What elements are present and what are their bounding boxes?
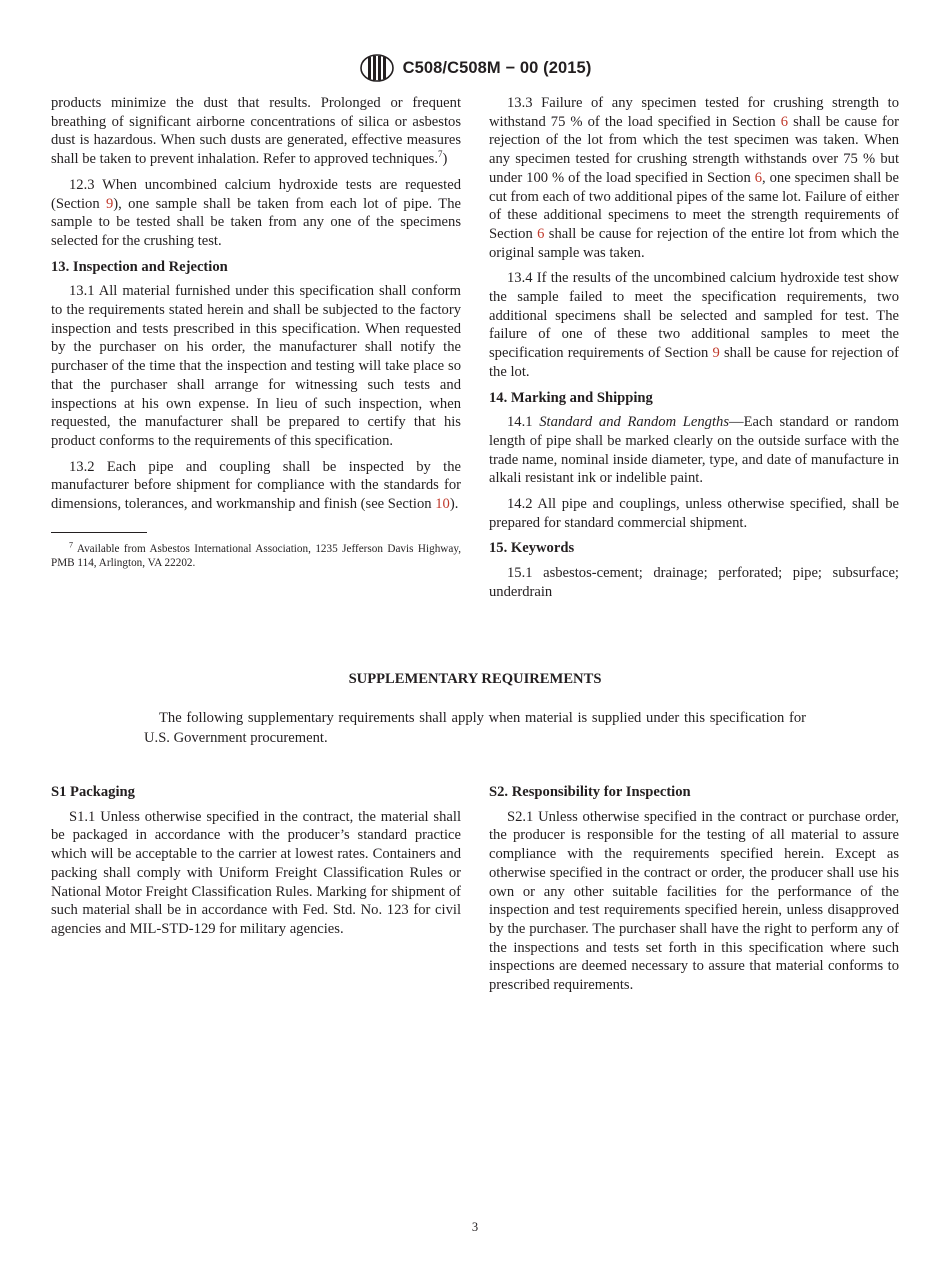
footnote-7: $^7$ Available from Asbestos International Association, 1235 Jefferson Davis Highway, PMB 114, Arlington, VA 22202. (51, 540, 461, 570)
section-link[interactable]: 9 (712, 345, 720, 362)
paragraph-14-1: 14.1 Standard and Random Lengths—Each standard or random length of pipe shall be marked clearly on the outside surface with the trade name, nominal inside diameter, type, and date of manufacture in alkali resistant ink or indelible paint. (489, 414, 900, 487)
paragraph-s1-1: S1.1 Unless otherwise specified in the contract, the material shall be packaged in accordance with the producer’s standard practice which will be acceptable to the carrier at lowest rates. Containers and packing shall comply with Uniform Freight Classification Rules or National Motor Freight Classification Rules. Marking for shipment of such material shall be in accordance with Fed. Std. No. 123 for civil agencies and MIL-STD-129 for military agencies. (51, 808, 461, 937)
footnote-reference[interactable]: 7 (438, 149, 443, 160)
document-designation: C508/C508M − 00 (2015) (402, 58, 592, 77)
supplementary-right-column (489, 783, 899, 1002)
supplementary-title: SUPPLEMENTARY REQUIREMENTS (348, 671, 602, 687)
s1-heading: S1 Packaging (51, 784, 135, 800)
paragraph-s2-1: S2.1 Unless otherwise specified in the contract or purchase order, the producer is responsible for the testing of all material to assure compliance with the requirements specified herein. Except as otherwise specified in the contract or order, the producer shall use his own or any other suitable facilities for the performance of the inspection and test requirements specified herein, unless disapproved by the purchaser. The purchaser shall have the right to perform any of the inspections and tests set forth in this specification where such inspections are deemed necessary to assure that material conforms to prescribed requirements. (489, 808, 899, 994)
left-column (51, 94, 461, 578)
paragraph-13-2: 13.2 Each pipe and coupling shall be inspected by the manufacturer before shipment for compliance with the standards for dimensions, tolerances, and workmanship and finish (see Section 10). (51, 458, 461, 513)
paragraph-13-4: 13.4 If the results of the uncombined calcium hydroxide test show the sample failed to meet the specification requirements, two additional specimens shall be selected and sampled for test. The failure of one of these two additional samples to meet the specification requirements of Section 9 shall be cause for rejection of the lot. (489, 270, 900, 380)
page-header (0, 52, 950, 84)
paragraph-15-1: 15.1 asbestos-cement; drainage; perforated; pipe; subsurface; underdrain (489, 565, 899, 600)
section-13-heading: 13. Inspection and Rejection (51, 258, 228, 275)
right-column (489, 94, 899, 609)
section-link[interactable]: 6 (754, 169, 763, 186)
paragraph-13-3: 13.3 Failure of any specimen tested for crushing strength to withstand 75 % of the load specified in Section 6 shall be cause for rejection of the lot from which the test specimen was taken. When any specimen tested for crushing strength withstands over 75 % but under 100 % of the load specified in Section 6, one specimen shall be cut from each of two additional pipes of the same lot. Failure of either of these additional specimens to meet the strength requirements of Section 6 shall be cause for rejection of the entire lot from which the original sample was taken. (489, 95, 900, 261)
footnote-divider (51, 532, 147, 533)
section-link[interactable]: 6 (537, 225, 545, 242)
supplementary-left-column (51, 783, 461, 946)
section-link[interactable]: 6 (780, 113, 789, 130)
page-number: 3 (471, 1220, 479, 1234)
section-link[interactable]: 9 (106, 195, 114, 212)
s2-heading: S2. Responsibility for Inspection (489, 784, 691, 800)
paragraph-13-1: 13.1 All material furnished under this specification shall conform to the requirements stated herein and shall be subjected to the factory inspection and tests prescribed in this specification. When requested by the purchaser on his order, the manufacturer shall notify the purchaser of the time that the inspection and testing will take place so that the purchaser shall arrange for witnessing such tests and inspections at his own expense. In lieu of such inspection, when requested, the manufacturer shall be prepared to certify that his product conforms to the requirements of this specification. (51, 283, 461, 449)
paragraph-12-3: 12.3 When uncombined calcium hydroxide tests are requested (Section 9), one sample shall be taken from each lot of pipe. The sample to be tested shall be taken from any one of the specimens selected for the crushing test. (51, 176, 461, 249)
paragraph-12-2-continued: products minimize the dust that results. Prolonged or frequent breathing of significant airborne concentrations of silica or asbestos dust is hazardous. When such dusts are generated, effective measures shall be taken to prevent inhalation. Refer to approved techniques.$^7$) (51, 95, 461, 168)
section-14-heading: 14. Marking and Shipping (489, 389, 653, 406)
section-link[interactable]: 10 (435, 496, 450, 513)
paragraph-14-2: 14.2 All pipe and couplings, unless otherwise specified, shall be prepared for standard commercial shipment. (489, 496, 899, 531)
supplementary-intro: The following supplementary requirements shall apply when material is supplied under this specification for U.S. Government procurement. (144, 710, 806, 746)
astm-logo (359, 53, 395, 83)
section-15-heading: 15. Keywords (489, 540, 575, 557)
